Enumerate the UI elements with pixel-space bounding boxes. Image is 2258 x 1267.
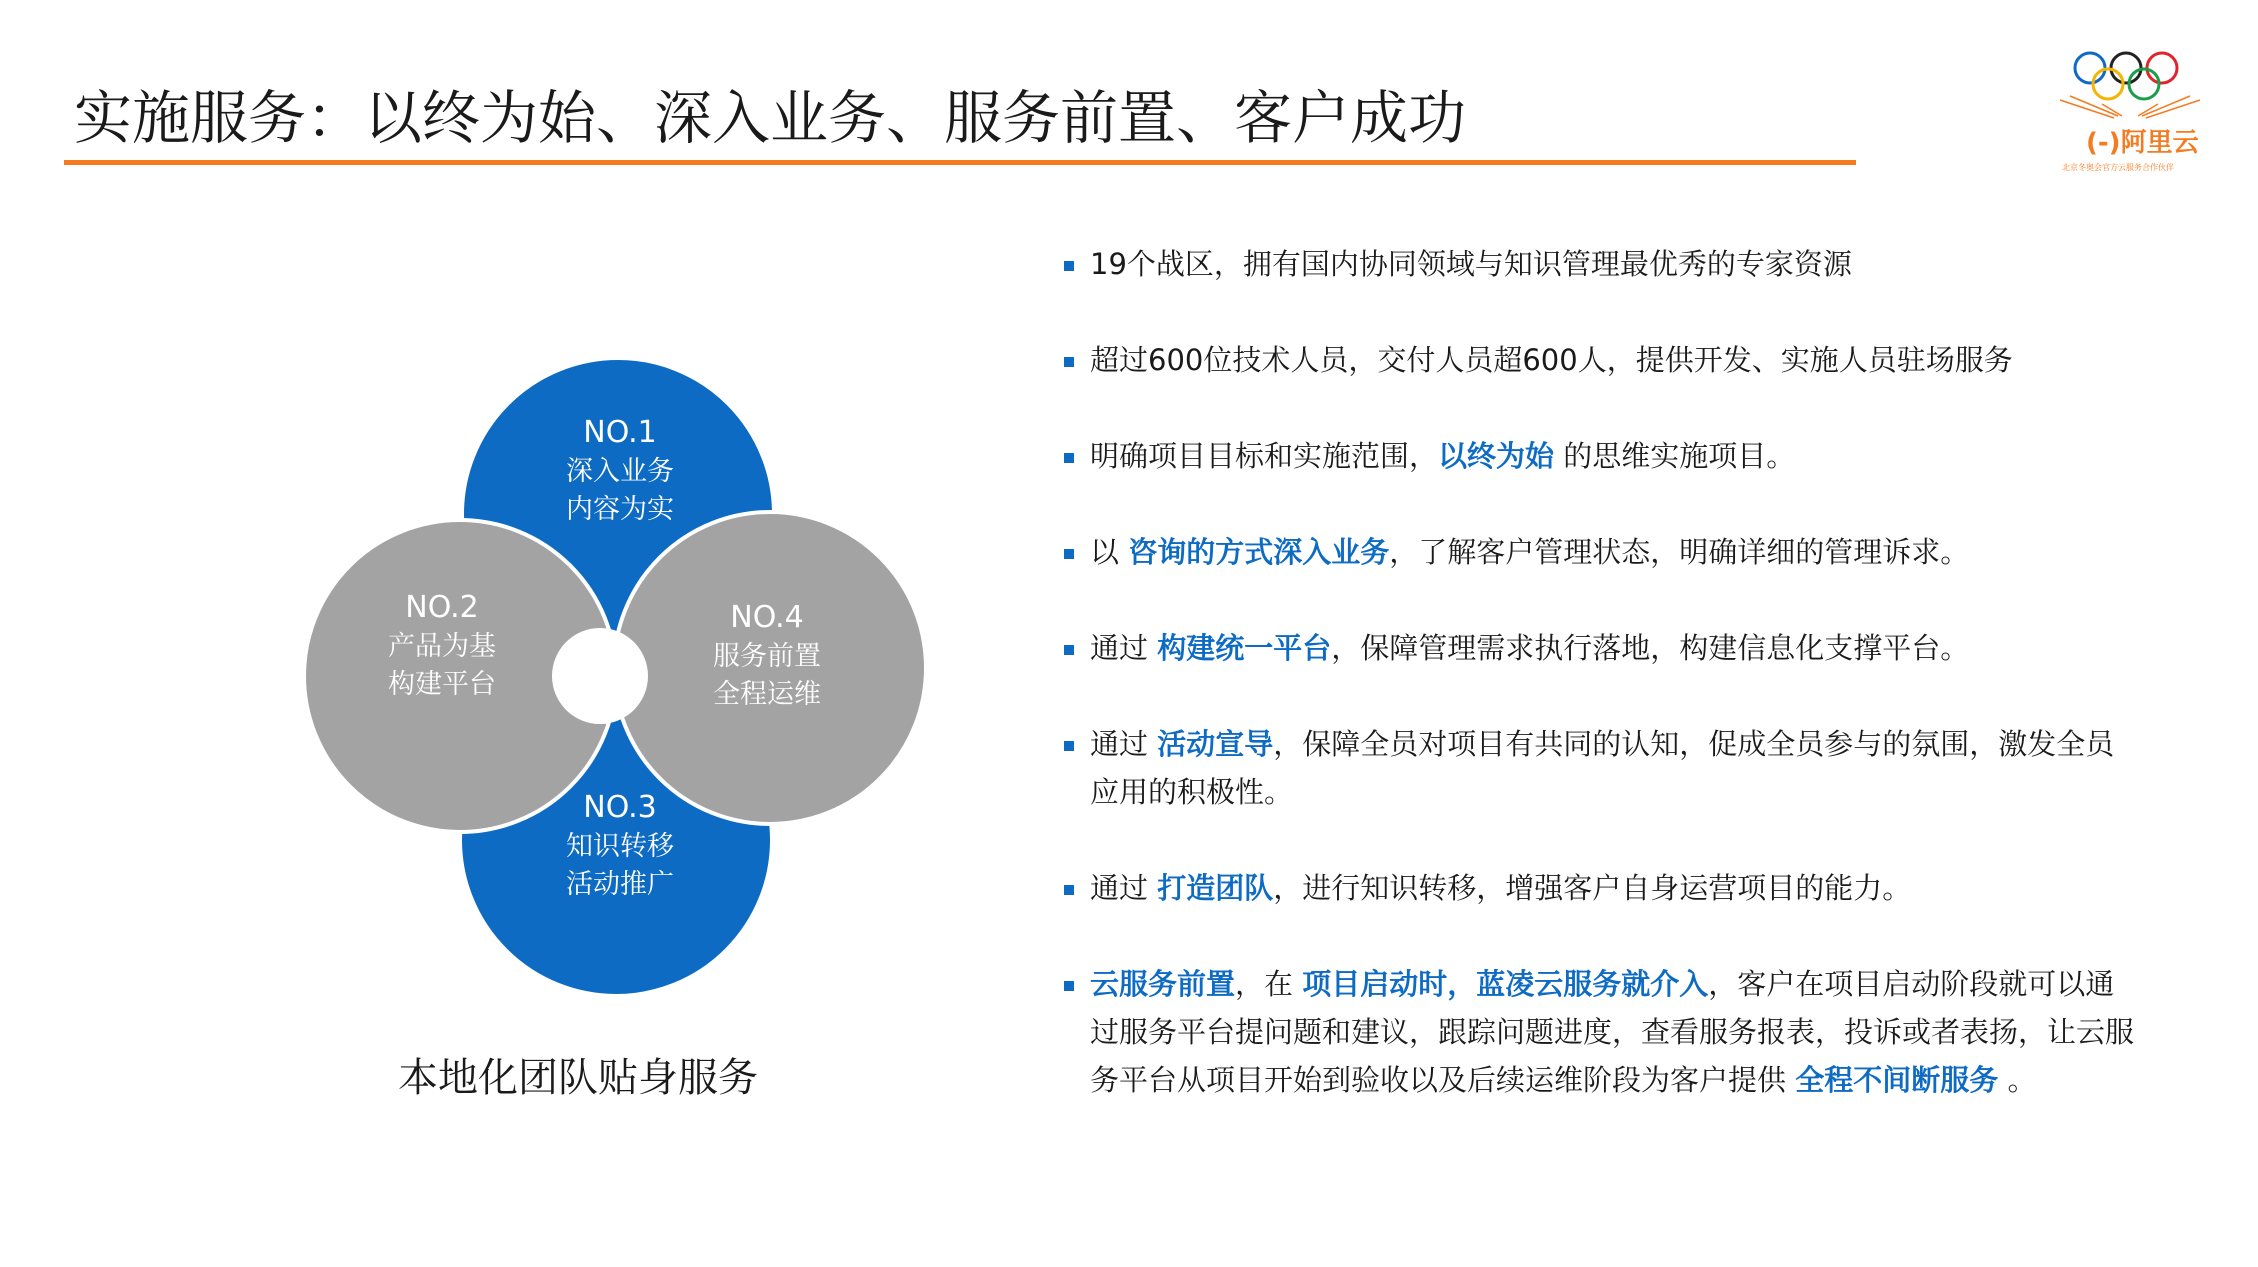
bullet-square-icon xyxy=(1064,549,1074,559)
bullet-highlight: 活动宣导 xyxy=(1157,727,1274,761)
bullet-text: ，保障管理需求执行落地，构建信息化支撑平台。 xyxy=(1331,631,1970,665)
logo-text: 阿里云 xyxy=(2120,128,2199,158)
bullet-highlight: 全程不间断服务 xyxy=(1795,1063,1999,1097)
center-hole xyxy=(552,628,648,724)
list-item xyxy=(1062,528,2142,576)
bullet-highlight: 以终为始 xyxy=(1438,439,1555,473)
circle-no3-line1: 知识转移 xyxy=(566,831,674,862)
page-title: 实施服务：以终为始、深入业务、服务前置、客户成功 xyxy=(74,84,1467,152)
bullet-text: 通过 xyxy=(1090,727,1158,761)
list-item xyxy=(1062,240,2142,288)
circle-no4-line1: 服务前置 xyxy=(713,641,821,672)
list-item xyxy=(1062,720,2142,816)
circle-no4-text xyxy=(667,598,867,714)
list-item xyxy=(1062,432,2142,480)
bullet-highlight: 项目启动时，蓝凌云服务就介入 xyxy=(1302,967,1709,1001)
bullet-square-icon xyxy=(1064,357,1074,367)
bullet-text: 通过 xyxy=(1090,631,1158,665)
circle-no3-number: NO.3 xyxy=(583,790,657,825)
logo-wordmark xyxy=(2086,122,2199,159)
circle-no1-number: NO.1 xyxy=(583,415,657,450)
bullet-text: 的思维实施项目。 xyxy=(1554,439,1796,473)
bullet-square-icon xyxy=(1064,453,1074,463)
bullet-text: ，进行知识转移，增强客户自身运营项目的能力。 xyxy=(1273,871,1912,905)
title-underline xyxy=(64,160,1856,165)
logo-tagline: 北京冬奥会官方云服务合作伙伴 xyxy=(2062,163,2174,172)
bullet-square-icon xyxy=(1064,645,1074,655)
circle-no2-number: NO.2 xyxy=(405,590,479,625)
bullet-text: 。 xyxy=(1998,1063,2037,1097)
bullet-text: 明确项目目标和实施范围， xyxy=(1090,439,1439,473)
diagram-caption: 本地化团队贴身服务 xyxy=(398,1055,758,1101)
circle-no1-line2: 内容为实 xyxy=(566,494,674,525)
aliyun-olympic-logo xyxy=(2050,38,2230,188)
bullet-square-icon xyxy=(1064,741,1074,751)
circle-no3-line2: 活动推广 xyxy=(566,869,674,900)
aliyun-bracket-icon: (-) xyxy=(2086,128,2121,158)
bullet-text: ，了解客户管理状态，明确详细的管理诉求。 xyxy=(1389,535,1970,569)
circle-no1-text xyxy=(520,413,720,529)
bullet-highlight: 云服务前置 xyxy=(1090,967,1236,1001)
bullet-highlight: 构建统一平台 xyxy=(1157,631,1332,665)
bullet-text: 超过600位技术人员，交付人员超600人，提供开发、实施人员驻场服务 xyxy=(1090,343,2013,377)
bullet-square-icon xyxy=(1064,885,1074,895)
bullet-text: ，在 xyxy=(1235,967,1303,1001)
four-circle-diagram xyxy=(290,340,940,1000)
circle-no3-text xyxy=(520,788,720,904)
bullet-square-icon xyxy=(1064,261,1074,271)
circle-no2-line1: 产品为基 xyxy=(388,631,496,662)
bullet-text: 19个战区，拥有国内协同领域与知识管理最优秀的专家资源 xyxy=(1090,247,1852,281)
circle-no2-text xyxy=(342,588,542,704)
circle-no2-line2: 构建平台 xyxy=(388,669,496,700)
bullet-highlight: 打造团队 xyxy=(1157,871,1274,905)
circle-no4-line2: 全程运维 xyxy=(713,679,821,710)
list-item xyxy=(1062,336,2142,384)
bullet-text: ，保障全员对项目有共同的认知，促成全员参与的氛围，激发全员应用的积极性。 xyxy=(1090,727,2115,809)
bullet-text: 通过 xyxy=(1090,871,1158,905)
list-item xyxy=(1062,624,2142,672)
circle-no4-number: NO.4 xyxy=(730,600,804,635)
bullet-text: 以 xyxy=(1090,535,1129,569)
list-item xyxy=(1062,960,2142,1104)
circle-no1-line1: 深入业务 xyxy=(566,456,674,487)
bullet-text: ，客户在项目启动阶段就可以通过服务平台提问题和建议，跟踪问题进度，查看服务报表，投诉或者表扬，让云服务平台从项目开始到验收以及后续运维阶段为客户提供 xyxy=(1090,967,2135,1097)
bullet-highlight: 咨询的方式深入业务 xyxy=(1128,535,1390,569)
bullet-square-icon xyxy=(1064,981,1074,991)
list-item xyxy=(1062,864,2142,912)
